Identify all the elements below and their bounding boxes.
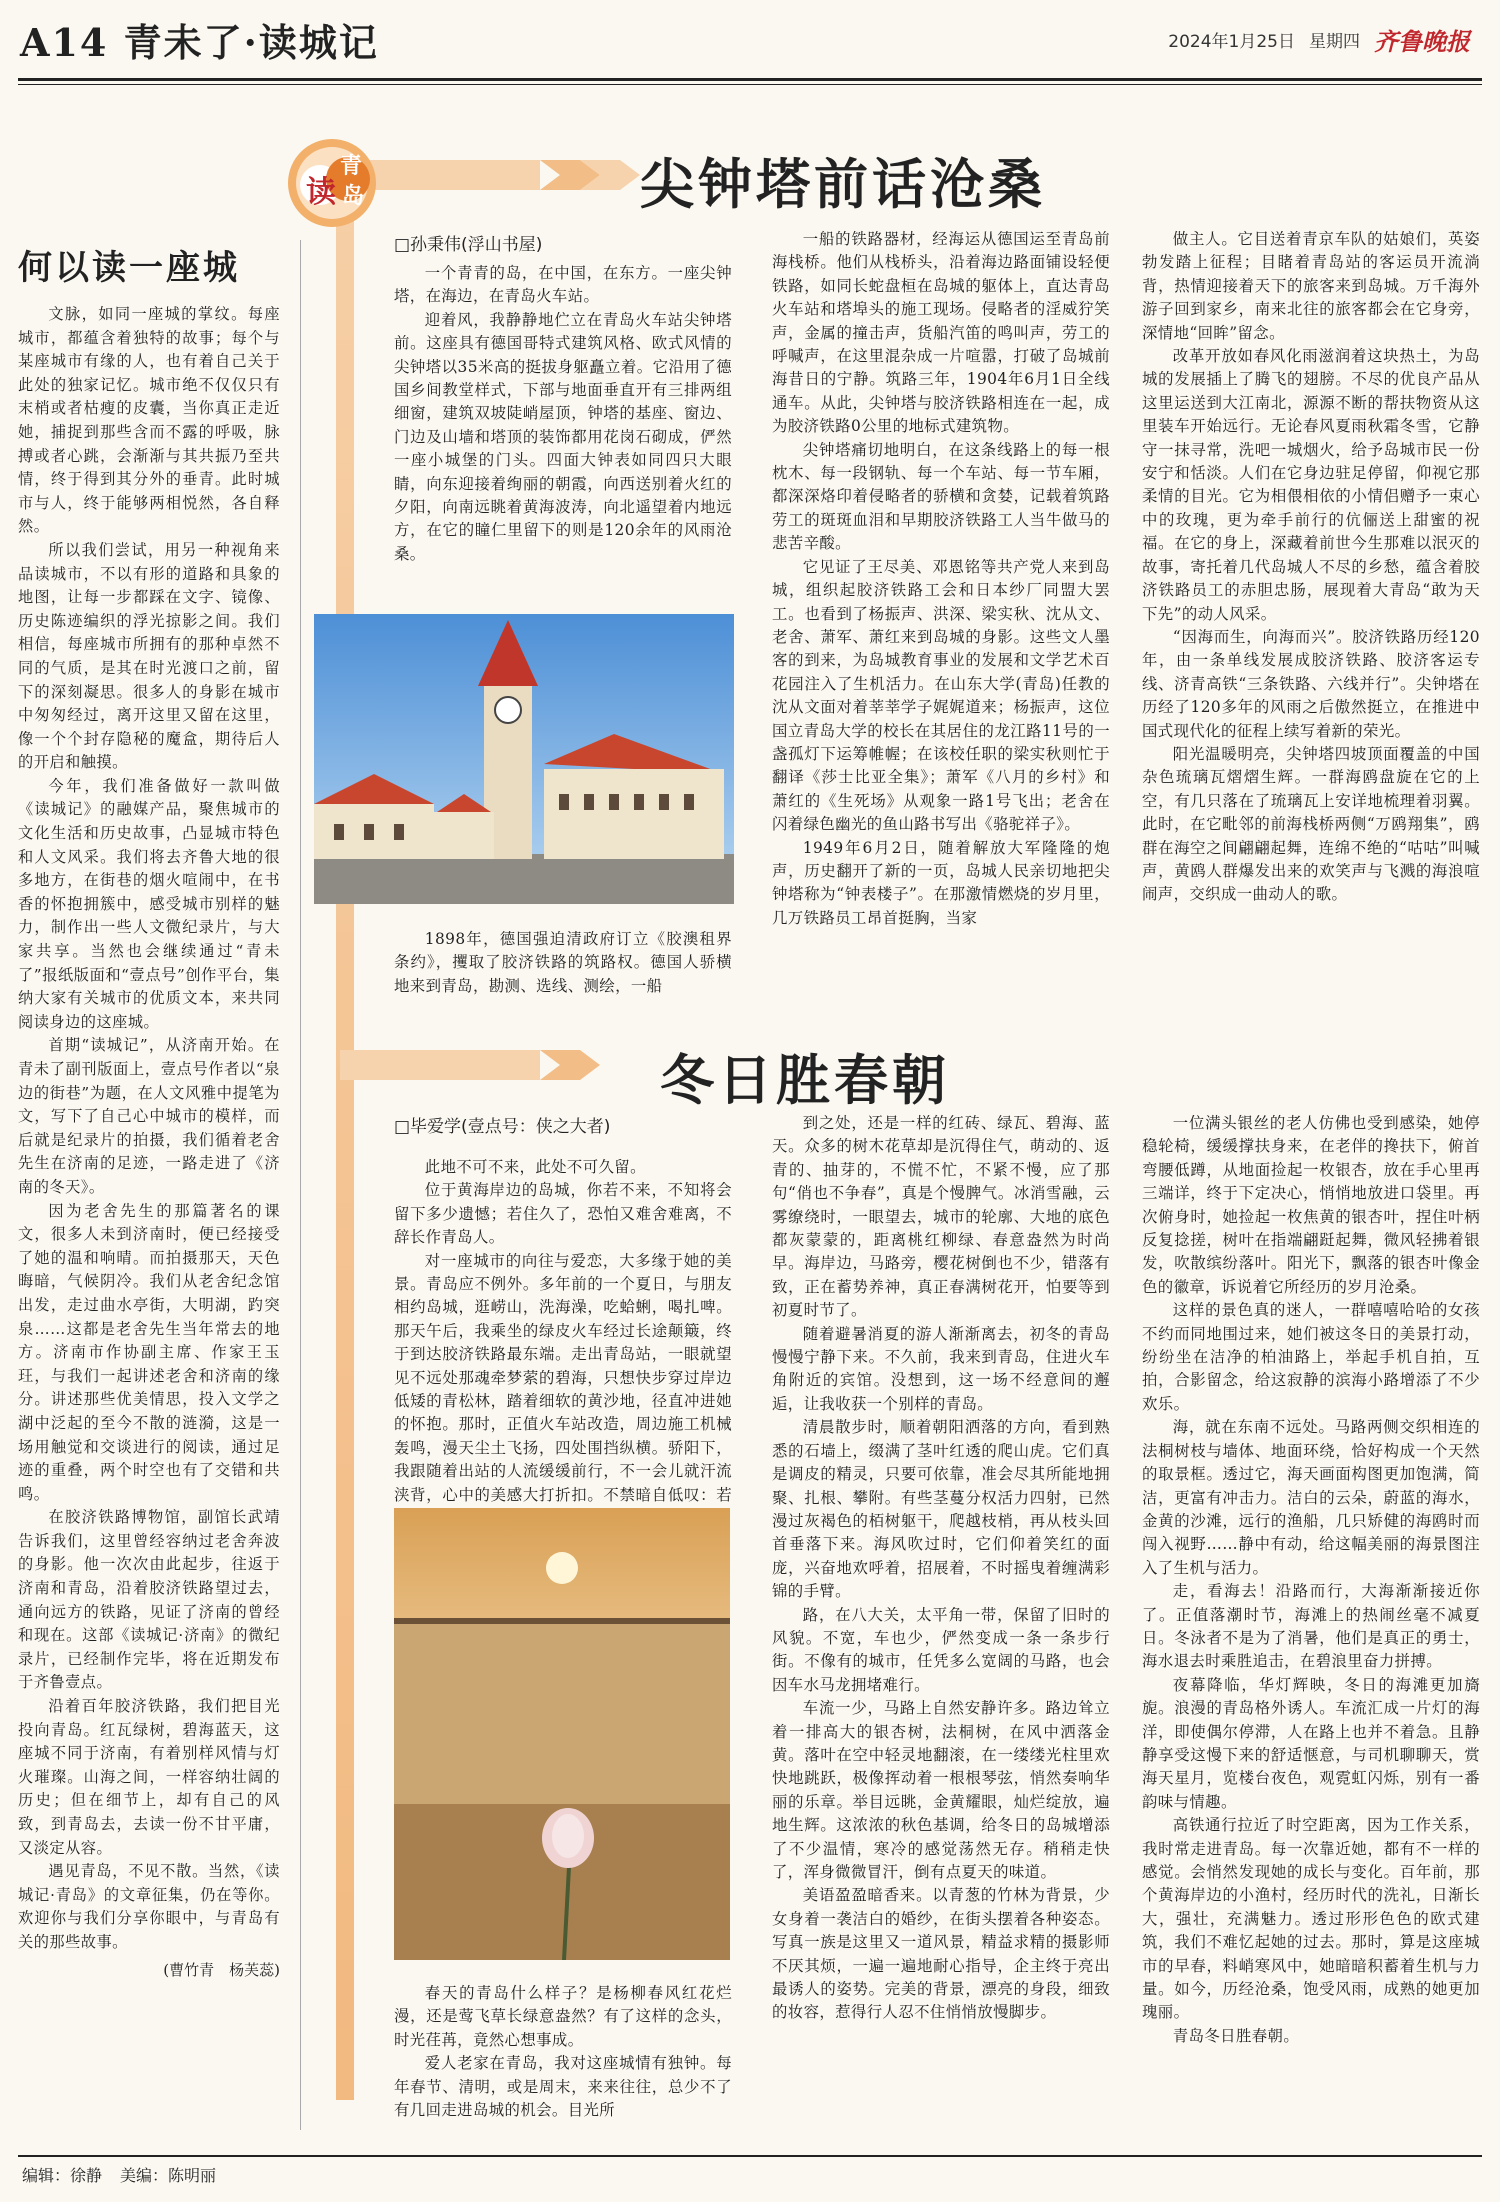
paragraph: 做主人。它目送着青京车队的姑娘们，英姿勃发踏上征程；目睹着青岛站的客运员开流淌背，热情迎接着天下的旅客来到岛城。万千海外游子回到家乡，南来北往的旅客都会在它身旁，深情地“回眸”留念。 bbox=[1142, 230, 1480, 342]
article2-title: 冬日胜春朝 bbox=[660, 1048, 950, 1112]
paragraph: 一个青青的岛，在中国，在东方。一座尖钟塔，在海边，在青岛火车站。 bbox=[394, 264, 732, 306]
left-column bbox=[18, 240, 280, 1980]
paragraph: 沿着百年胶济铁路，我们把目光投向青岛。红瓦绿树，碧海蓝天，这座城不同于济南，有着别样风情与灯火璀璨。山海之间，一样容纳壮阔的历史；但在细节上，却有自己的风致，到青岛去，去读一份不甘平庸，又淡定从容。 bbox=[18, 1697, 280, 1857]
paragraph: 美语盈盈暗香来。以青葱的竹林为背景，少女身着一袭洁白的婚纱，在街头摆着各种姿态。写真一族是这里又一道风景，精益求精的摄影师不厌其烦，一遍一遍地耐心指导，企主终于亮出最诱人的姿势。完美的背景，漂亮的身段，细致的妆容，惹得行人忍不住悄悄放慢脚步。 bbox=[772, 1886, 1110, 2022]
paragraph: 此地不可不来，此处不可久留。 bbox=[424, 1158, 646, 1176]
article2-col1-bottom bbox=[394, 1982, 732, 2122]
article1-title: 尖钟塔前话沧桑 bbox=[640, 152, 1046, 216]
paragraph: 今年，我们准备做好一款叫做《读城记》的融媒产品，聚焦城市的文化生活和历史故事，凸显城市特色和人文风采。我们将去齐鲁大地的很多地方，在街巷的烟火喧闹中，在书香的怀抱拥簇中，感受城市别样的魅力，制作出一些人文微纪录片，与大家共享。当然也会继续通过“青未了”报纸版面和“壹点号”创作平台，集纳大家有关城市的优质文本，来共同阅读身边的这座城。 bbox=[18, 776, 280, 1031]
article2-col3 bbox=[1142, 1112, 1480, 2048]
paragraph: 海，就在东南不远处。马路两侧交织相连的法桐树枝与墙体、地面环绕，恰好构成一个天然的取景框。透过它，海天画面构图更加饱满，简洁，更富有冲击力。洁白的云朵，蔚蓝的海水，金黄的沙滩，远行的渔船，几只矫健的海鸥时而闯入视野……静中有动，给这幅美丽的海景图注入了生机与活力。 bbox=[1142, 1418, 1480, 1577]
paragraph: 尖钟塔痛切地明白，在这条线路上的每一根枕木、每一段钢轨、每一个车站、每一节车厢，都深深烙印着侵略者的骄横和贪婪，记载着筑路劳工的斑斑血泪和早期胶济铁路工人当牛做马的悲苦辛酸。 bbox=[772, 440, 1110, 553]
left-article-signature: (曹竹青 杨芙蕊) bbox=[163, 1960, 280, 1979]
badge-char-qing: 青 bbox=[340, 153, 363, 179]
paragraph: 1949年6月2日，随着解放大军隆隆的炮声，历史翻开了新的一页，岛城人民亲切地把尖钟塔称为“钟表楼子”。在那激情燃烧的岁月里，几万铁路员工昂首挺胸，当家 bbox=[772, 838, 1110, 927]
article1-col2 bbox=[772, 228, 1110, 930]
paragraph: 遇见青岛，不见不散。当然，《读城记·青岛》的文章征集，仍在等你。欢迎你与我们分享你眼中，与青岛有关的那些故事。 bbox=[18, 1862, 280, 1951]
header-rule-thin bbox=[18, 84, 1482, 85]
issue-date: 2024年1月25日 bbox=[1168, 32, 1295, 52]
article1-col3 bbox=[1142, 228, 1480, 907]
paragraph: 对一座城市的向往与爱恋，大多缘于她的美景。青岛应不例外。多年前的一个夏日，与朋友相约岛城，逛崂山，洗海澡，吃蛤蜊，喝扎啤。那天午后，我乘坐的绿皮火车经过长途颠簸，终于到达胶济铁路最东端。走出青岛站，一眼就望见不远处那魂牵梦萦的碧海，只想快步穿过岸边低矮的青松林，踏着细软的黄沙地，径直冲进她的怀抱。那时，正值火车站改造，周边施工机械轰鸣，漫天尘土飞扬，四处围挡纵横。骄阳下，我跟随着出站的人流缓缓前行，不一会儿就汗流浃背，心中的美感大打折扣。不禁暗自低叹：若 bbox=[394, 1251, 732, 1504]
paragraph: 一位满头银丝的老人仿佛也受到感染，她停稳轮椅，缓缓撑扶身来，在老伴的搀扶下，俯首弯腰低蹲，从地面捡起一枚银杏，放在手心里再三端详，终于下定决心，悄悄地放进口袋里。再次俯身时，她捡起一枚焦黄的银杏叶，捏住叶柄反复捻搓，树叶在指端翩跹起舞，微风轻拂着银发，吹散缤纷落叶。阳光下，飘落的银杏叶像金色的徽章，诉说着它所经历的岁月沧桑。 bbox=[1142, 1114, 1480, 1296]
paragraph: 它见证了王尽美、邓恩铭等共产党人来到岛城，组织起胶济铁路工会和日本纱厂同盟大罢工。也看到了杨振声、洪深、梁实秋、沈从文、老舍、萧军、萧红来到岛城的身影。这些文人墨客的到来，为岛城教育事业的发展和文学艺术百花园注入了生机活力。在山东大学(青岛)任教的沈从文面对着莘莘学子娓娓道来；杨振声，这位国立青岛大学的校长在其居住的龙江路11号的一盏孤灯下运筹帷幄；在该校任职的梁实秋则忙于翻译《莎士比亚全集》；萧军《八月的乡村》和萧红的《生死场》从观象一路1号飞出；老舍在闪着绿色幽光的鱼山路书写出《骆驼祥子》。 bbox=[772, 557, 1110, 834]
paragraph: 青岛冬日胜春朝。 bbox=[1172, 2026, 1300, 2045]
paragraph: 爱人老家在青岛，我对这座城情有独钟。每年春节、清明，或是周末，来来往往，总少不了有几回走进岛城的机会。目光所 bbox=[394, 2054, 732, 2120]
left-article-body bbox=[18, 303, 280, 1955]
paragraph: 随着避暑消夏的游人渐渐离去，初冬的青岛慢慢宁静下来。不久前，我来到青岛，住进火车角附近的宾馆。没想到，这一场不经意间的邂逅，让我收获一个别样的青岛。 bbox=[772, 1324, 1110, 1413]
editor-credit: 编辑：徐静 bbox=[22, 2166, 103, 2185]
designer-credit: 美编：陈明丽 bbox=[120, 2166, 217, 2185]
left-article-title: 何以读一座城 bbox=[18, 248, 240, 288]
read-qingdao-badge bbox=[284, 135, 380, 231]
photo-sunset-beach bbox=[394, 1508, 730, 1960]
clocktower-photo-illustration bbox=[314, 614, 734, 904]
masthead-right bbox=[1168, 22, 1470, 57]
paragraph: 迎着风，我静静地伫立在青岛火车站尖钟塔前。这座具有德国哥特式建筑风格、欧式风情的尖钟塔以35米高的挺拔身躯矗立着。它沿用了德国乡间教堂样式，下部与地面垂直开有三排两组细窗，建筑双坡陡峭屋顶，钟塔的基座、窗边、门边及山墙和塔顶的装饰都用花岗石砌成，俨然一座小城堡的门头。四面大钟表如同四只大眼睛，向东迎接着绚丽的朝霞，向西送别着火红的夕阳，向南远眺着黄海波涛，向北遥望着内地远方，在它的瞳仁里留下的则是120余年的风雨沧桑。 bbox=[394, 310, 732, 563]
paragraph: 夜幕降临，华灯辉映，冬日的海滩更加旖旎。浪漫的青岛格外诱人。车流汇成一片灯的海洋，即使偶尔停滞，人在路上也并不着急。且静静享受这慢下来的舒适惬意，与司机聊聊天，赏海天星月，览楼台夜色，观霓虹闪烁，别有一番韵味与情趣。 bbox=[1142, 1675, 1480, 1811]
paragraph: 改革开放如春风化雨滋润着这块热土，为岛城的发展插上了腾飞的翅膀。不尽的优良产品从这里运送到大江南北，源源不断的帮扶物资从这里装车开始远行。无论春风夏雨秋霜冬雪，它静守一抹寻常，洗吧一城烟火，给予岛城市民一份安宁和恬淡。人们在它身边驻足停留，仰视它那柔情的目光。它为相偎相依的小情侣赠予一束心中的玫瑰，更为牵手前行的伉俪送上甜蜜的祝福。在它的身上，深藏着前世今生那难以泯灭的故事，寄托着几代岛城人不尽的乡愁，蕴含着胶济铁路员工的赤胆忠肠，展现着大青岛“敢为天下先”的动人风采。 bbox=[1142, 347, 1480, 623]
footer-credits bbox=[22, 2163, 216, 2186]
paragraph: 文脉，如同一座城的掌纹。每座城市，都蕴含着独特的故事；每个与某座城市有缘的人，也有着自己关于此处的独家记忆。城市绝不仅仅只有末梢或者枯瘦的皮囊，当你真正走近她，捕捉到那些含而不露的呼吸，脉搏或者心跳，会渐渐与其共振乃至共情，终于得到其分外的垂青。此时城市与人，终于能够两相悦然，各自释然。 bbox=[18, 305, 280, 536]
paragraph: 车流一少，马路上自然安静许多。路边耸立着一排高大的银杏树，法桐树，在风中洒落金黄。落叶在空中轻灵地翻滚，在一缕缕光柱里欢快地跳跃，极像挥动着一根根琴弦，悄然奏响华丽的乐章。举目远眺，金黄耀眼，灿烂绽放，遍地生辉。这浓浓的秋色基调，给冬日的岛城增添了不少温情，寒冷的感觉荡然无存。稍稍走快了，浑身微微冒汗，倒有点夏天的味道。 bbox=[772, 1699, 1110, 1881]
paragraph: 因为老舍先生的那篇著名的课文，很多人未到济南时，便已经接受了她的温和响晴。而拍摄那天，天色晦暗，气候阴冷。我们从老舍纪念馆出发，走过曲水亭街，大明湖，趵突泉……这都是老舍先生当年常去的地方。济南市作协副主席、作家王玉玨，与我们一起讲述老舍和济南的缘分。讲述那些优美情思，投入文学之湖中泛起的至今不散的涟漪，这是一场用触觉和交谈进行的阅读，通过足迹的重叠，两个时空也有了交错和共鸣。 bbox=[18, 1201, 280, 1503]
paragraph: 走，看海去！沿路而行，大海渐渐接近你了。正值落潮时节，海滩上的热闹丝毫不减夏日。冬泳者不是为了消暑，他们是真正的勇士，海水退去时乘胜追击，在碧浪里奋力拼搏。 bbox=[1142, 1582, 1480, 1671]
paragraph: 到之处，还是一样的红砖、绿瓦、碧海、蓝天。众多的树木花草却是沉得住气，萌动的、返青的、抽芽的，不慌不忙，不紧不慢，应了那句“俏也不争春”，真是个慢脾气。冰消雪融，云雾缭绕时，一眼望去，城市的轮廓、大地的底色都灰蒙蒙的，距离桃红柳绿、春意盎然为时尚早。海岸边，马路旁，樱花树倒也不少，错落有致，正在蓄势养神，真正春满树花开，怕要等到初夏时节了。 bbox=[772, 1114, 1110, 1320]
issue-weekday: 星期四 bbox=[1309, 32, 1360, 52]
photo-qingdao-station-clocktower bbox=[314, 614, 734, 904]
article2-col2 bbox=[772, 1112, 1110, 2025]
paragraph: “因海而生，向海而兴”。胶济铁路历经120年，由一条单线发展成胶济铁路、胶济客运专线、济青高铁“三条铁路、六线并行”。尖钟塔在历经了120多年的风雨之后傲然挺立，在推进中国式现代化的征程上续写着新的荣光。 bbox=[1142, 627, 1480, 740]
article2-byline: □毕爱学(壹点号：侠之大者) bbox=[394, 1117, 611, 1137]
article1-byline: □孙秉伟(浮山书屋) bbox=[394, 235, 543, 255]
paragraph: 春天的青岛什么样子？是杨柳春风红花烂漫，还是莺飞草长绿意盎然？有了这样的念头，时光荏苒，竟然心想事成。 bbox=[394, 1984, 732, 2049]
badge-char-read: 读 bbox=[306, 175, 336, 210]
paragraph: 在胶济铁路博物馆，副馆长武靖告诉我们，这里曾经容纳过老舍奔波的身影。他一次次由此起步，往返于济南和青岛，沿着胶济铁路望过去，通向远方的铁路，见证了济南的曾经和现在。这部《读城记·济南》的微纪录片，已经制作完毕，将在近期发布于齐鲁壹点。 bbox=[18, 1508, 280, 1692]
decorative-arrow-band-mid bbox=[340, 1040, 640, 1090]
paragraph: 这样的景色真的迷人，一群嘻嘻哈哈的女孩不约而同地围过来，她们被这冬日的美景打动，纷纷坐在洁净的柏油路上，举起手机自拍，互拍，合影留念，给这寂静的滨海小路增添了不少欢乐。 bbox=[1142, 1301, 1480, 1413]
paragraph: 阳光温暖明亮，尖钟塔四坡顶面覆盖的中国杂色琉璃瓦熠熠生辉。一群海鸥盘旋在它的上空，有几只落在了琉璃瓦上安详地梳理着羽翼。此时，在它毗邻的前海栈桥两侧“万鸥翔集”，鸥群在海空之间翩翩起舞，连绵不绝的“咕咕”叫喊声，黄鸥人群爆发出来的欢笑声与飞溅的海浪喧闹声，交织成一曲动人的歌。 bbox=[1142, 744, 1480, 904]
badge-char-dao: 岛 bbox=[342, 183, 365, 209]
article1-col1-bottom bbox=[394, 928, 732, 998]
sunset-photo-illustration bbox=[394, 1508, 730, 1960]
article2-col1-top bbox=[394, 1156, 732, 1531]
paragraph: 首期“读城记”，从济南开始。在青未了副刊版面上，壹点号作者以“泉边的街巷”为题，在人文风雅中提笔为文，写下了自己心中城市的模样，而后就是纪录片的拍摄，我们循着老舍先生在济南的足迹，一路走进了《济南的冬天》。 bbox=[18, 1036, 280, 1196]
paragraph: 路，在八大关，太平角一带，保留了旧时的风貌。不宽，车也少，俨然变成一条一条步行街。不像有的城市，任凭多么宽阔的马路，也会因车水马龙拥堵难行。 bbox=[772, 1605, 1110, 1694]
paragraph: 清晨散步时，顺着朝阳洒落的方向，看到熟悉的石墙上，缀满了茎叶红透的爬山虎。它们真是调皮的精灵，只要可依靠，准会尽其所能地拥聚、扎根、攀附。有些茎蔓分权活力四射，已然漫过灰褐色的栢树躯干，爬越枝梢，再从枝头回首垂落下来。海风吹过时，它们仰着笑红的面庞，兴奋地欢呼着，招展着，不时摇曳着缠满彩锦的手臂。 bbox=[772, 1418, 1110, 1601]
paragraph: 所以我们尝试，用另一种视角来品读城市，不以有形的道路和具象的地图，让每一步都踩在文字、镜像、历史陈迹编织的浮光掠影之间。我们相信，每座城市所拥有的那种卓然不同的气质，是其在时光渡口之前，留下的深刻凝思。很多人的身影在城市中匆匆经过，离开这里又留在这里，像一个个封存隐秘的魔盒，期待后人的开启和触摸。 bbox=[18, 540, 280, 772]
newspaper-logo: 齐鲁晚报 bbox=[1374, 27, 1470, 56]
paragraph: 位于黄海岸边的岛城，你若不来，不知将会留下多少遗憾；若住久了，恐怕又难舍难离，不辞长作青岛人。 bbox=[394, 1181, 732, 1247]
decorative-stripe bbox=[336, 200, 354, 2100]
article1-col1-top bbox=[394, 262, 732, 566]
header-rule bbox=[18, 78, 1482, 81]
column-divider bbox=[300, 240, 301, 2130]
paragraph: 高铁通行拉近了时空距离，因为工作关系，我时常走进青岛。每一次靠近她，都有不一样的感觉。会悄然发现她的成长与变化。百年前，那个黄海岸边的小渔村，经历时代的洗礼，日渐长大，强壮，充满魅力。透过形形色色的欧式建筑，我们不难忆起她的过去。那时，算是这座城市的早春，料峭寒风中，她暗暗积蓄着生机与力量。如今，历经沧桑，饱受风雨，成熟的她更加瑰丽。 bbox=[1142, 1816, 1480, 2022]
footer-rule bbox=[18, 2155, 1482, 2157]
paragraph: 一船的铁路器材，经海运从德国运至青岛前海栈桥。他们从栈桥头，沿着海边路面铺设轻便铁路，如同长蛇盘桓在岛城的躯体上，直达青岛火车站和塔埠头的施工现场。侵略者的淫威狞笑声，金属的撞击声，货船汽笛的鸣叫声，劳工的呼喊声，在这里混杂成一片喧嚣，打破了岛城前海昔日的宁静。筑路三年，1904年6月1日全线通车。从此，尖钟塔与胶济铁路相连在一起，成为胶济铁路0公里的地标式建筑物。 bbox=[772, 230, 1110, 436]
paragraph: 1898年，德国强迫清政府订立《胶澳租界条约》，攫取了胶济铁路的筑路权。德国人骄横地来到青岛，勘测、选线、测绘，一船 bbox=[394, 930, 732, 995]
section-title: A14 青未了·读城记 bbox=[20, 20, 379, 65]
